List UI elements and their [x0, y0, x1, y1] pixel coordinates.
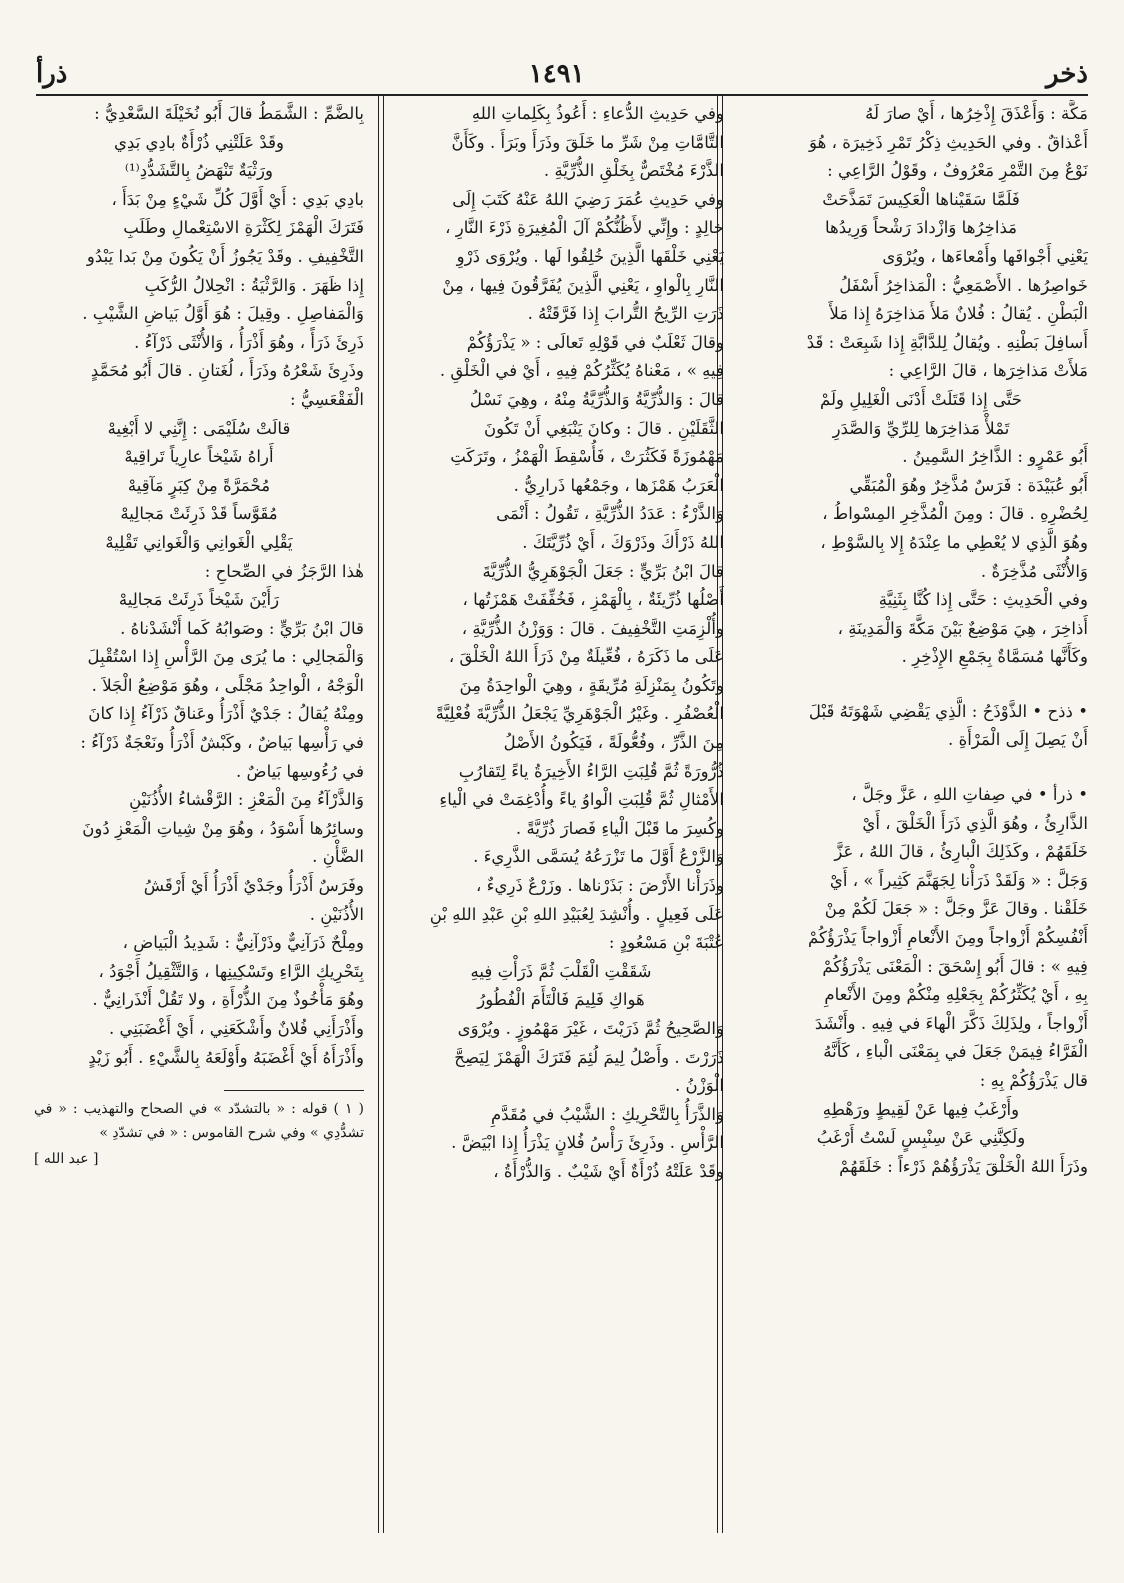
text-line: مَكَّة : وَأَعْذَقَ إِذْخِرُها ، أَيْ صارَ لَهُ [865, 104, 1088, 123]
text-line: النَّارِ بِالْواوِ ، يَعْنِي الَّذِينَ يُفَرَّقُونَ فِيها ، مِنْ [442, 275, 724, 295]
line-gap [754, 755, 1088, 781]
text-line: ورَثْيَةٌ تَنْهَضُ بِالتَّشَدُّدِ⁽¹⁾ [124, 161, 274, 181]
text-line: وذَرَأْنا الأَرْضَ : بَذَرْناها . وزَرْعٌ ذَرِيءٌ ، [476, 876, 724, 896]
text-line: اللهُ ذَرْأَكَ وذَرْوَكَ ، أَيْ ذُرِّيَّتَكَ . [522, 532, 724, 552]
text-line: هَواكِ فَلِيمَ فَالْتَأَمَ الْفُطُورُ [477, 990, 645, 1010]
text-line: الْفَرَّاءُ فِيمَنْ جَعَلَ في بِمَعْنَى الْباءِ ، كَأَنَّهُ [823, 1042, 1088, 1062]
text-line: فَتَرَكَ الْهَمْزَ لِكَثْرَةِ الاسْتِعْمالِ وطَلَبِ [123, 218, 364, 238]
text-line: وهُوَ الَّذِي لا يُعْطِي ما عِنْدَهُ إِلا بِالسَّوْطِ ، [820, 532, 1088, 552]
text-line: حَتَّى إِذا قَتَلَتْ أَدْنَى الْغَلِيلِ ولَمْ [819, 389, 1023, 409]
text-line: ذَرَتِ الرِّيحُ التُّرابَ إِذا فَرَّقَتْهُ . [527, 304, 724, 324]
text-line: في رَأْسِها بَياضٌ ، وكَبْشٌ أَذْرَأُ ونَعْجَةٌ ذَرْآءُ : [80, 733, 364, 753]
text-line: شَقَقْتِ الْقَلْبَ ثُمَّ ذَرَأْتِ فِيهِ [470, 961, 652, 981]
text-line: قال يَذْرَؤُكُمْ بِهِ : [979, 1071, 1088, 1090]
text-line: • ذذح • الذَّوْذَحُ : الَّذِي يَقْضِي شَهْوَتَهُ قَبْلَ [808, 701, 1088, 721]
text-line: ذُرُّورَةً ثُمَّ قُلِبَتِ الرَّاءُ الأَخِيرَةُ ياءً لِتَقارُبِ [458, 761, 724, 781]
text-line: وذَرَأَ اللهُ الْخَلْقَ يَذْرَؤُهُمْ ذَرْءاً : خَلَقَهُمْ [839, 1156, 1088, 1176]
text-line: ولَكِنَّنِي عَنْ سِنْبِسٍ لَسْتُ أَرْغَبُ [816, 1128, 1026, 1148]
text-line: ومِلْحٌ ذَرَآنِيٌّ وذَرْآنِيٌّ : شَدِيدُ الْبَياضِ ، [122, 933, 364, 953]
right-column [754, 100, 1088, 1525]
text-line: وكُسِرَ ما قَبْلَ الْياءِ فَصارَ ذُرِّيَّةً . [515, 818, 724, 838]
text-line: رَأَيْنَ شَيْخاً ذَرِئَتْ مَجالِيهْ [118, 590, 280, 610]
text-line: وَالْمَجالِي : ما يُرَى مِنَ الرَّأْسِ إِذا اسْتُقْبِلَ [87, 647, 364, 667]
text-line: التَّامَّاتِ مِنْ شَرِّ ما خَلَقَ وذَرَأَ وبَرَأَ . وكَأَنَّ [451, 132, 724, 152]
header-rule [36, 94, 1088, 96]
text-line: أَبُو عُبَيْدَة : فَرَسٌ مُذَّخِرٌ وهُوَ الْمُبَقِّي [849, 475, 1088, 495]
text-line: عُتْبَةَ بْنِ مَسْعُودٍ : [608, 933, 724, 953]
text-line: وفَرَسٌ أَذْرَأُ وجَدْيٌ أَذْرَأُ أَيْ أَرْقَشُ [143, 876, 364, 896]
header-headword-left: ذرأ [36, 59, 68, 89]
text-line: بادِي بَدِي : أَيْ أَوَّلَ كُلِّ شَيْءٍ مِنْ بَدَأَ ، [111, 189, 364, 209]
text-line: الذَّارِئُ ، وهُوَ الَّذِي ذَرَأَ الْخَلْقَ ، أَيْ [862, 813, 1088, 833]
text-line: وهُوَ مَأْخُوذٌ مِنَ الذُّرْأَةِ ، ولا تَقُلْ أَنْذَرانِيٌّ . [92, 990, 364, 1010]
text-line: وسائِرُها أَسْوَدُ ، وهُوَ مِنْ شِياتِ الْمَعْزِ دُونَ [82, 818, 364, 838]
text-line: وَالذَّرْءُ : عَدَدُ الذُّرِّيَّةِ ، تَقُولُ : أَنْمَى [496, 504, 724, 524]
text-line: وذَرِئَ شَعْرُهُ وذَرَأَ ، لُغَتانِ . قالَ أَبُو مُحَمَّدٍ [90, 361, 364, 381]
text-line: لِحُضْرِهِ . قالَ : ومِنَ الْمُذَّخِرِ المِسْواطُ ، [822, 504, 1088, 524]
text-line: وأُلْزِمَتِ التَّخْفِيفَ . قالَ : وَوَزْنُ الذُّرِّيَّةِ ، [461, 618, 724, 638]
text-line: مُحْمَرَّةً مِنْ كِبَرٍ مَآقِيهْ [127, 475, 271, 495]
text-line: وَالْمَفاصِلِ . وقِيلَ : هُوَ أَوَّلُ بَياضِ الشَّيْبِ . [82, 304, 364, 324]
text-line: يَقْلِي الْغَوانِي وَالْغَوانِي تَقْلِيهْ [105, 532, 293, 552]
text-line: وفي حَدِيثِ عُمَرَ رَضِيَ اللهُ عَنْهُ كَتَبَ إِلَى [452, 189, 724, 209]
text-line: وفي حَدِيثِ الدُّعاءِ : أَعُوذُ بِكَلِماتِ اللهِ [471, 104, 724, 123]
text-line: تَمْلأْ مَذاخِرَها لِلرِّيِّ وَالصَّدَرِ [832, 418, 1010, 438]
text-line: وتَكُونُ بِمَنْزِلَةِ مُرِّيقَةٍ ، وهِيَ الْواحِدَةُ مِنَ [459, 675, 724, 695]
text-line: فِيهِ » : قالَ أَبُو إِسْحَقَ : الْمَعْنَى يَذْرَؤُكُمْ [822, 956, 1088, 976]
text-line: أَصْلُها ذُرِّيئَةٌ ، بِالْهَمْزِ ، فَخُفِّفَتْ هَمْزَتُها ، [462, 590, 724, 610]
text-line: نَوْعٌ مِنَ التَّمْرِ مَعْرُوفٌ ، وقَوْلُ الرَّاعِي : [827, 161, 1088, 181]
text-line: مَذاخِرُها وَازْدادَ رَشْحاً وَرِيدُها [824, 218, 1018, 238]
page-header [36, 52, 1088, 96]
text-line: وَالذَّرَأُ بِالتَّحْرِيكِ : الشَّيْبُ في مُقَدَّمِ [491, 1104, 724, 1124]
text-line: الثَّقَلَيْنِ . قالَ : وكانَ يَنْبَغِي أَنْ تَكُونَ [484, 418, 724, 438]
text-line: خَواصِرُها . الأَصْمَعِيُّ : الْمَذاخِرُ أَسْفَلُ [839, 275, 1088, 295]
text-line: وقَدْ عَلَتْهُ ذُرْأَةٌ أَيْ شَيْبٌ . وَالذُّرْأَةُ ، [493, 1161, 724, 1181]
text-line: أَسافِلَ بَطْنِهِ . ويُقالُ لِلدَّابَّةِ إِذا شَبِعَتْ : قَدْ [806, 332, 1088, 352]
text-line: مَهْمُوزَةً فَكَثُرَتْ ، فَأُسْقِطَ الْهَمْزُ ، وتَرَكَتِ [450, 447, 724, 467]
text-line: أَذاخِرَ ، هِيَ مَوْضِعٌ بَيْنَ مَكَّةَ وَالْمَدِينَةِ ، [837, 618, 1088, 638]
text-line: قالَ : وَالذُّرِّيَّةُ وَالذُّرِّيَّةُ مِنْهُ ، وهِيَ نَسْلُ [469, 389, 724, 409]
text-line: الْبَطْنِ . يُقالُ : فُلانٌ مَلأَ مَذاخِرَهُ إِذا مَلأَ [829, 304, 1088, 324]
text-line: الْعُصْفُرِ . وغَيْرُ الْجَوْهَرِيِّ يَجْعَلُ الذُّرِّيَّةَ فُعْلِيَّةً [435, 704, 724, 724]
column-divider [378, 96, 379, 1533]
text-line: وَالصَّحِيحُ ثُمَّ ذَرَيْتَ ، غَيْرَ مَهْمُوزٍ . ويُرْوَى [457, 1019, 724, 1038]
text-line: أَعْذاقٌ . وفي الحَدِيثِ ذِكْرُ تَمْرِ ذَخِيرَة ، هُوَ [809, 132, 1088, 152]
footnote: ( ١ ) قوله : « بالتشدّد » في الصحاح والتهذيب : « في تشدُّدِي » وفي شرح القاموس : « في تشدّدِ » [34, 1101, 364, 1142]
text-line: أَنْ يَصِلَ إِلَى الْمَرْأَةِ . [948, 730, 1088, 750]
text-line: مِنَ الذَّرِّ ، وفُعُّولَةً ، فَيَكُونُ الأَصْلُ [503, 733, 724, 753]
text-line: الْعَرَبُ هَمْزَها ، وجَمْعُها ذَرارِيُّ . [513, 475, 724, 495]
text-line: مَلأَتْ مَذاخِرَها ، قالَ الرَّاعِي : [888, 361, 1088, 381]
footnote-rule [224, 1090, 364, 1091]
page-number: ١٤٩١ [528, 59, 585, 89]
middle-column [398, 100, 724, 1525]
text-line: وَالزَّرْعُ أَوَّلَ ما تَزْرَعُهُ يُسَمَّى الذَّرِيءَ . [473, 847, 724, 867]
text-line: الذَّرْءَ مُخْتَصٌّ بِخَلْقِ الذُّرِّيَّةِ . [543, 161, 724, 181]
text-line: وَالذَّرْآءُ مِنَ الْمَعْزِ : الرَّقْشاءُ الأُذُنَيْنِ [129, 790, 364, 810]
text-line: قالَ ابْنُ بَرِّيٍّ : وصَوابُهُ كَما أَنْشَدْناهُ . [120, 618, 364, 638]
signature: [ عبد الله ] [34, 1151, 99, 1168]
line-gap [754, 672, 1088, 698]
text-line: ومِنْهُ يُقالُ : جَدْيٌ أَذْرَأُ وعَناقٌ ذَرْآءُ إِذا كانَ [88, 704, 364, 724]
text-line: ذَرِئَ ذَرَأً ، وهُوَ أَذْرَأُ ، وَالأُنْثَى ذَرْآءُ . [134, 332, 364, 352]
text-line: عَلَى ما ذَكَرَهُ ، فُعِّيلَةٌ مِنْ ذَرَأَ اللهُ الْخَلْقَ ، [448, 647, 724, 667]
text-line: الأُذُنَيْنِ . [309, 904, 364, 924]
text-line: فِيهِ » ، مَعْناهُ يُكَثِّرُكُمْ فِيهِ ، أَيْ في الْخَلْقِ . [439, 361, 724, 381]
text-line: التَّخْفِيفِ . وقَدْ يَجُوزُ أَنْ يَكُونَ مِنْ بَدا يَبْدُو [86, 246, 364, 266]
text-line: أَزْواجاً ، ولِذَلِكَ ذَكَّرَ الْهاءَ في فِيهِ . وأَنْشَدَ [814, 1013, 1088, 1033]
text-line: وأَذْرَأَهُ أَيْ أَغْضَبَهُ وأَوْلَعَهُ بِالشَّيْءِ . أَبُو زَيْدٍ [88, 1047, 364, 1067]
text-line: ذَرَرْتَ . وأَصْلُ لِيمَ لُئِمَ فَتَرَكَ الْهَمْزَ لِيَصِحَّ [454, 1047, 724, 1067]
text-line: • ذرأ • في صِفاتِ اللهِ ، عَزَّ وجَلَّ ، [851, 785, 1088, 805]
text-line: قالَتْ سُلَيْمَى : إِنَّنِي لا أَبْغِيهْ [107, 418, 291, 438]
text-line: يَعْنِي خَلْقَها الَّذِينَ خُلِقُوا لَها . ويُرْوَى ذَرْوِ [456, 246, 724, 266]
text-line: خَلَقْنا . وقالَ عَزَّ وجَلَّ : « جَعَلَ لَكُمْ مِنْ [824, 899, 1088, 919]
text-line: خَلَقَهُمْ ، وكَذَلِكَ الْبارِئُ ، قالَ اللهُ ، عَزَّ [834, 842, 1088, 862]
text-line: وأَرْغَبُ فِيها عَنْ لَقِيطٍ ورَهْطِهِ [822, 1099, 1020, 1119]
text-line: بِالضَّمِّ : الشَّمَطُ قالَ أَبُو نُخَيْلَةَ السَّعْدِيُّ : [94, 104, 364, 123]
text-line: بِهِ ، أَيْ يُكَثِّرُكُمْ بِجَعْلِهِ مِنْكُمْ ومِنَ الأَنْعامِ [824, 985, 1088, 1005]
text-line: أَراهُ شَيْخاً عارِياً تَراقِيهْ [124, 447, 274, 467]
text-line: وقالَ ثَعْلَبٌ في قَوْلِهِ تَعالَى : « يَذْرَؤُكُمْ [466, 332, 724, 352]
left-column-text [34, 100, 364, 1072]
text-line: الرَّأْسِ . وذَرِئَ رَأْسُ فُلانٍ يَذْرَأُ إِذا ابْيَضَّ . [451, 1133, 724, 1153]
text-line: الْوَجْهُ ، الْواحِدُ مَجْلًى ، وهُوَ مَوْضِعُ الْجَلاَ . [91, 675, 364, 695]
text-line: بِتَحْرِيكِ الرَّاءِ وتَسْكِينِها ، وَالتَّثْقِيلُ أَجْوَدُ ، [98, 961, 364, 981]
text-line: يَعْنِي أَجْوافَها وأَمْعاءَها ، ويُرْوَى [882, 246, 1088, 266]
text-line: عَلَى فَعِيلٍ . وأُنْشِدَ لِعُبَيْدِ اللهِ بْنِ عَبْدِ اللهِ بْنِ [429, 904, 724, 924]
text-line: خالِدٍ : وإِنِّي لأَظُنُّكُمْ آلَ الْمُغِيرَةِ ذَرْءَ النَّارِ ، [445, 218, 724, 238]
text-line: الْوَزْنُ . [675, 1076, 724, 1096]
text-line: فَلَمَّا سَقَيْناها الْعَكِيسَ تَمَذَّحَتْ [822, 189, 1020, 209]
text-line: الْفَقْعَسِيُّ : [290, 389, 364, 409]
text-line: قالَ ابْنُ بَرِّيٍّ : جَعَلَ الْجَوْهَرِيُّ الذُّرِّيَّةَ [482, 561, 724, 581]
text-line: الأَمْثالِ ثُمَّ قُلِبَتِ الْواوُ ياءً وأُدْغِمَتْ في الْياءِ [439, 790, 724, 810]
text-line: الضَّأْنِ . [312, 847, 364, 867]
text-line: أَبُو عَمْرٍو : الذَّاخِرُ السَّمِينُ . [902, 447, 1088, 467]
left-column [34, 100, 364, 1525]
text-line: وَالأُنْثَى مُذَّخِرَةٌ . [980, 561, 1088, 581]
text-line: وفي الْحَدِيثِ : حَتَّى إِذا كُنَّا بِثَنِيَّةِ [878, 590, 1088, 610]
header-headword-right: ذخر [1046, 59, 1088, 89]
text-line: أَنْفُسِكُمْ أَزْواجاً ومِنَ الأَنْعامِ أَزْواجاً يَذْرَؤُكُمْ [808, 928, 1088, 948]
text-line: مُقَوَّساً قَدْ ذَرِئَتْ مَجالِيهْ [120, 504, 278, 524]
text-line: في رُءُوسِها بَياضٌ . [235, 761, 364, 781]
column-divider [383, 96, 384, 1533]
text-line: وقَدْ عَلَتْنِي ذُرْأَةٌ بادِي بَدِي [113, 132, 285, 152]
text-line: وأَذْرَأَنِي فُلانٌ وأَشْكَعَنِي ، أَيْ أَغْضَبَنِي . [108, 1019, 364, 1038]
text-line: هٰذا الرَّجَزُ في الصِّحاحِ : [204, 561, 364, 581]
text-line: إِذا ظَهَرَ . وَالرَّثْيَةُ : انْحِلالُ الرُّكَبِ [144, 275, 364, 295]
text-line: وكَأَنَّها مُسَمَّاةٌ بِجَمْعِ الإِذْخِرِ . [901, 647, 1088, 667]
text-line: وَجَلَّ : « وَلَقَدْ ذَرَأْنا لِجَهَنَّمَ كَثِيراً » ، أَيْ [829, 870, 1088, 890]
